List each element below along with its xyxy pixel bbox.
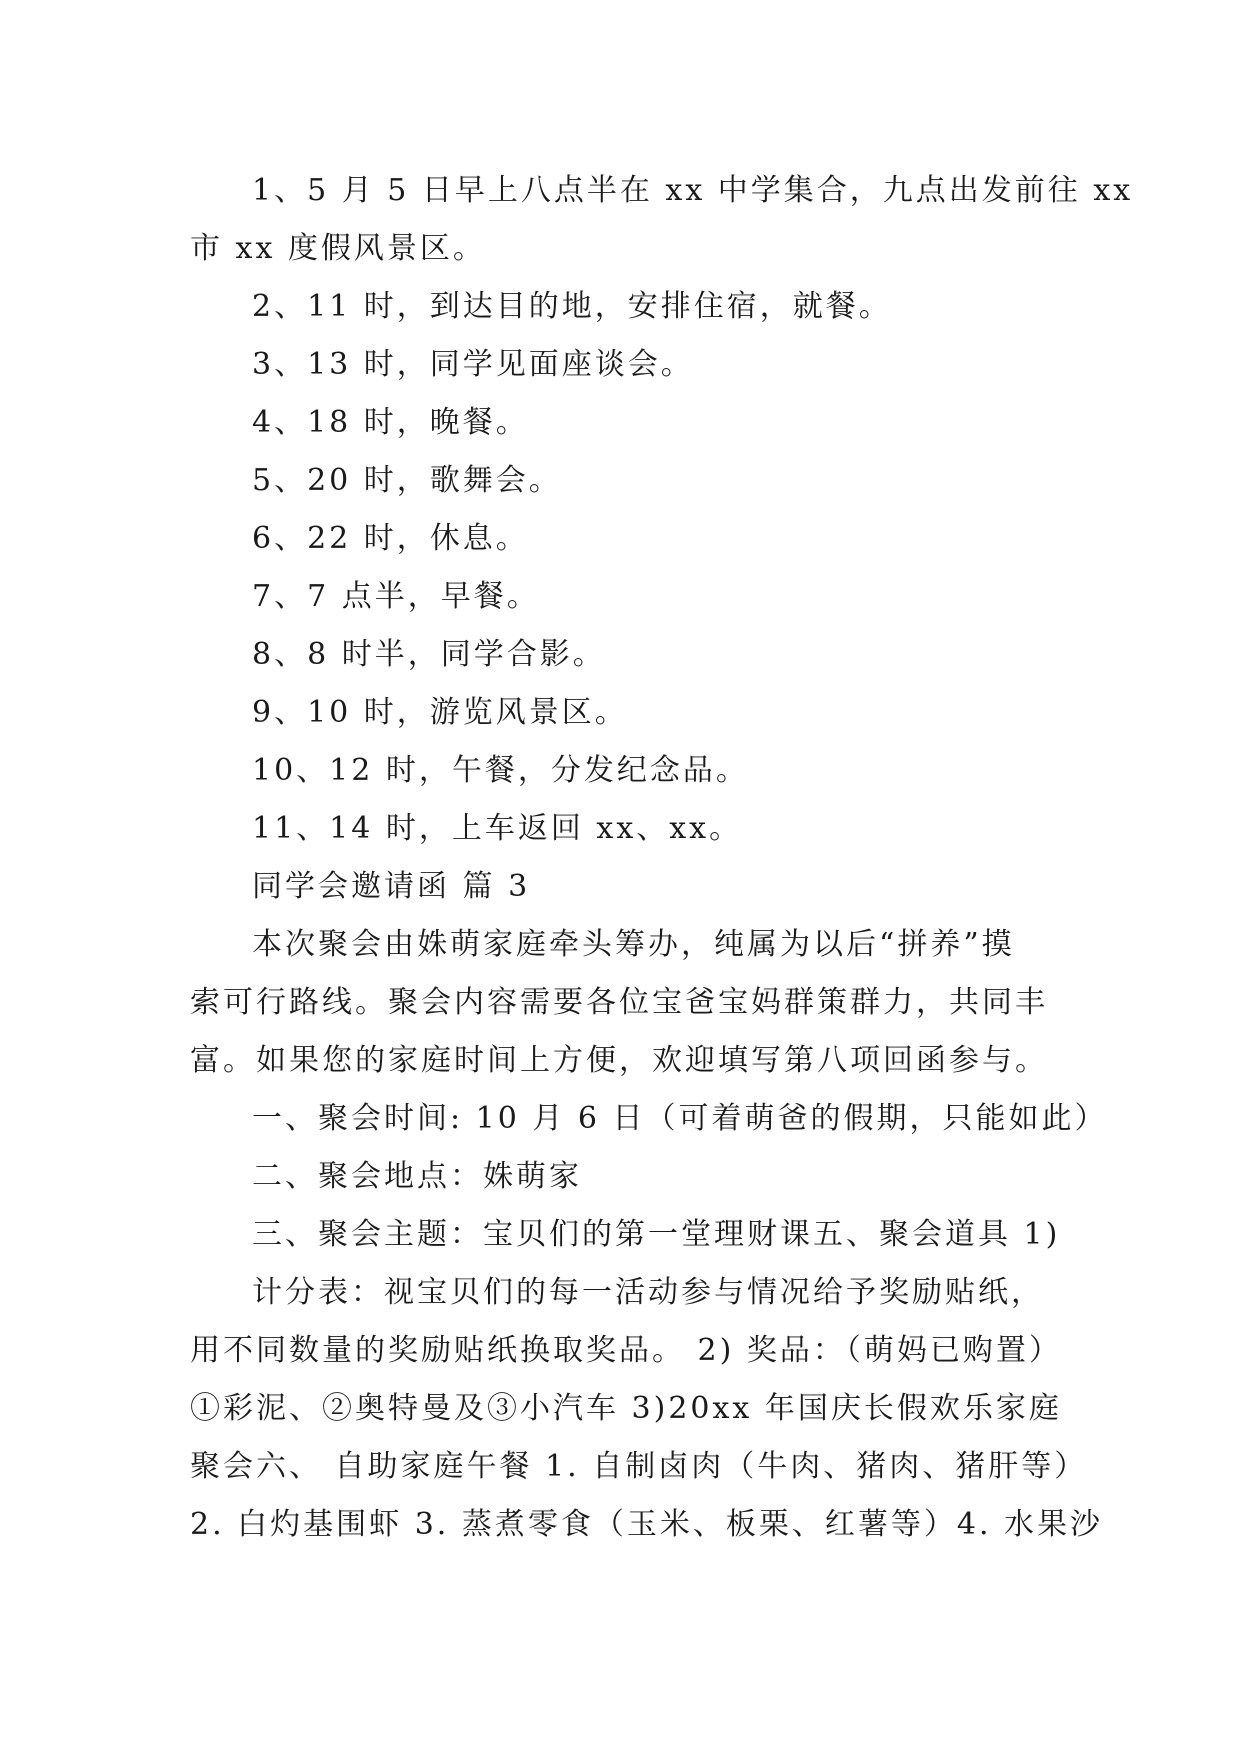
- section-heading-text: 同学会邀请函 篇 3: [252, 869, 531, 904]
- schedule-item-9: [190, 684, 1070, 742]
- text-line: 聚会六、 自助家庭午餐 1. 自制卤肉（牛肉、猪肉、猪肝等）: [190, 1449, 1088, 1484]
- text-line: 10、12 时，午餐，分发纪念品。: [252, 753, 749, 788]
- text-line: 2、11 时，到达目的地，安排住宿，就餐。: [252, 289, 892, 324]
- text-line: 富。如果您的家庭时间上方便，欢迎填写第八项回函参与。: [190, 1043, 1048, 1078]
- text-line: 2. 白灼基围虾 3. 蒸煮零食（玉米、板栗、红薯等）4. 水果沙: [190, 1507, 1104, 1542]
- schedule-item-2: [190, 278, 1070, 336]
- schedule-item-1: [190, 162, 1134, 278]
- schedule-item-11: [190, 800, 1070, 858]
- text-line: 5、20 时，歌舞会。: [252, 463, 562, 498]
- text-line: 市 xx 度假风景区。: [190, 231, 486, 266]
- schedule-item-4: [190, 394, 1070, 452]
- text-line: ①彩泥、②奥特曼及③小汽车 3)20xx 年国庆长假欢乐家庭: [190, 1391, 1062, 1426]
- body-paragraph-4: [190, 1206, 1070, 1264]
- schedule-item-10: [190, 742, 1070, 800]
- text-line: 索可行路线。聚会内容需要各位宝爸宝妈群策群力，共同丰: [190, 985, 1048, 1020]
- text-line: 1、5 月 5 日早上八点半在 xx 中学集合，九点出发前往 xx: [252, 173, 1134, 208]
- text-line: 8、8 时半，同学合影。: [252, 637, 606, 672]
- text-line: 计分表：视宝贝们的每一活动参与情况给予奖励贴纸，: [252, 1275, 1044, 1310]
- text-line: 4、18 时，晚餐。: [252, 405, 529, 440]
- section-heading: [190, 858, 1070, 916]
- schedule-item-3: [190, 336, 1070, 394]
- text-line: 11、14 时，上车返回 xx、xx。: [252, 811, 743, 846]
- body-paragraph-3: [190, 1148, 1070, 1206]
- document-body: [190, 162, 1134, 1554]
- text-line: 7、7 点半，早餐。: [252, 579, 540, 614]
- schedule-item-5: [190, 452, 1070, 510]
- text-line: 6、22 时，休息。: [252, 521, 529, 556]
- schedule-item-8: [190, 626, 1070, 684]
- body-paragraph-5: [190, 1264, 1104, 1554]
- text-line: 本次聚会由姝萌家庭牵头筹办，纯属为以后“拼养”摸: [252, 927, 1015, 962]
- text-line: 一、聚会时间: 10 月 6 日（可着萌爸的假期，只能如此）: [252, 1101, 1108, 1136]
- body-paragraph-1: [190, 916, 1070, 1090]
- text-line: 二、聚会地点：姝萌家: [252, 1159, 582, 1194]
- text-line: 3、13 时，同学见面座谈会。: [252, 347, 694, 382]
- schedule-item-7: [190, 568, 1070, 626]
- text-line: 用不同数量的奖励贴纸换取奖品。 2) 奖品：（萌妈已购置）: [190, 1333, 1062, 1368]
- text-line: 9、10 时，游览风景区。: [252, 695, 628, 730]
- schedule-item-6: [190, 510, 1070, 568]
- text-line: 三、聚会主题：宝贝们的第一堂理财课五、聚会道具 1): [252, 1217, 1061, 1252]
- body-paragraph-2: [190, 1090, 1108, 1148]
